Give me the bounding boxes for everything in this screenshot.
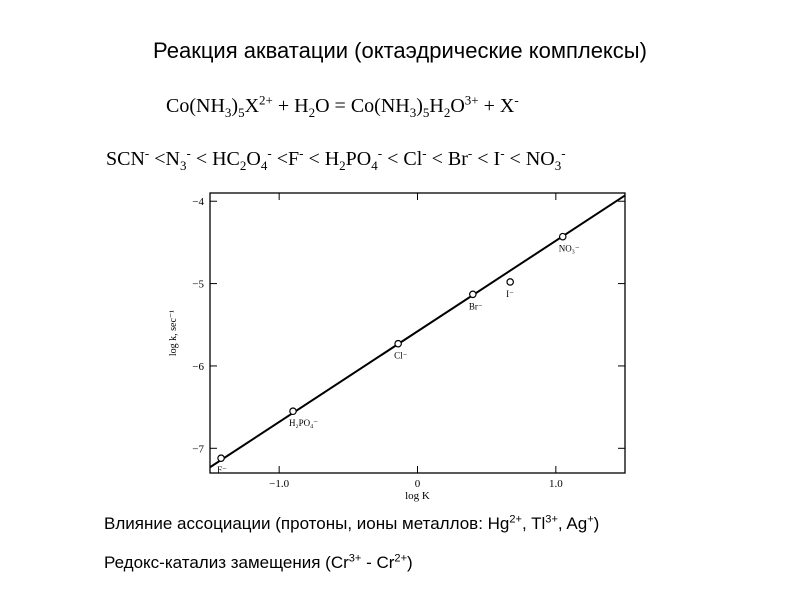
y-axis-label: log k, sec⁻¹ [168,309,179,357]
y-tick-label: −4 [192,196,204,209]
data-point [560,233,566,239]
x-axis-label: log K [405,490,430,502]
x-tick-label: 1.0 [548,478,563,490]
x-tick-label: −1.0 [269,478,290,490]
association-note: Влияние ассоциации (протоны, ионы металлов: $Hg^{2+}$, $Tl^{3+}$, Ag+) [104,513,600,533]
point-label: I⁻ [506,288,514,299]
data-point [218,455,224,461]
point-label: F⁻ [217,465,227,476]
x-axis-ticks [269,193,563,490]
y-tick-label: −7 [192,443,204,456]
data-point [507,279,513,285]
ligand-series: $SCN^- <N_3^- < HC_2O_4^- <F^- < H_2PO_4^- < Cl^- < Br^- < I^- < NO_3^-$ [106,145,566,173]
data-point [290,408,296,414]
aquation-rate-chart [160,190,640,510]
data-points [217,233,580,475]
data-point [470,291,476,297]
y-tick-label: −6 [192,360,204,373]
y-tick-label: −5 [192,278,204,291]
point-label: NO₃⁻ [558,243,580,254]
slide-title: Реакция акватации (октаэдрические комплексы) [153,38,647,63]
data-point [395,341,401,347]
point-label: H₂PO₄⁻ [289,418,319,429]
point-label: Cl⁻ [394,350,408,361]
redox-note: Редокс-катализ замещения $(Cr^{3+} - Cr^{2+})$ [104,552,413,572]
point-label: Br⁻ [468,301,483,312]
reaction-equation: $Co(NH_3)_5X^{2+} + H_2O = Co(NH_3)_5H_2O^{3+} + X^-$ [166,92,519,120]
x-tick-label: 0 [414,478,421,490]
